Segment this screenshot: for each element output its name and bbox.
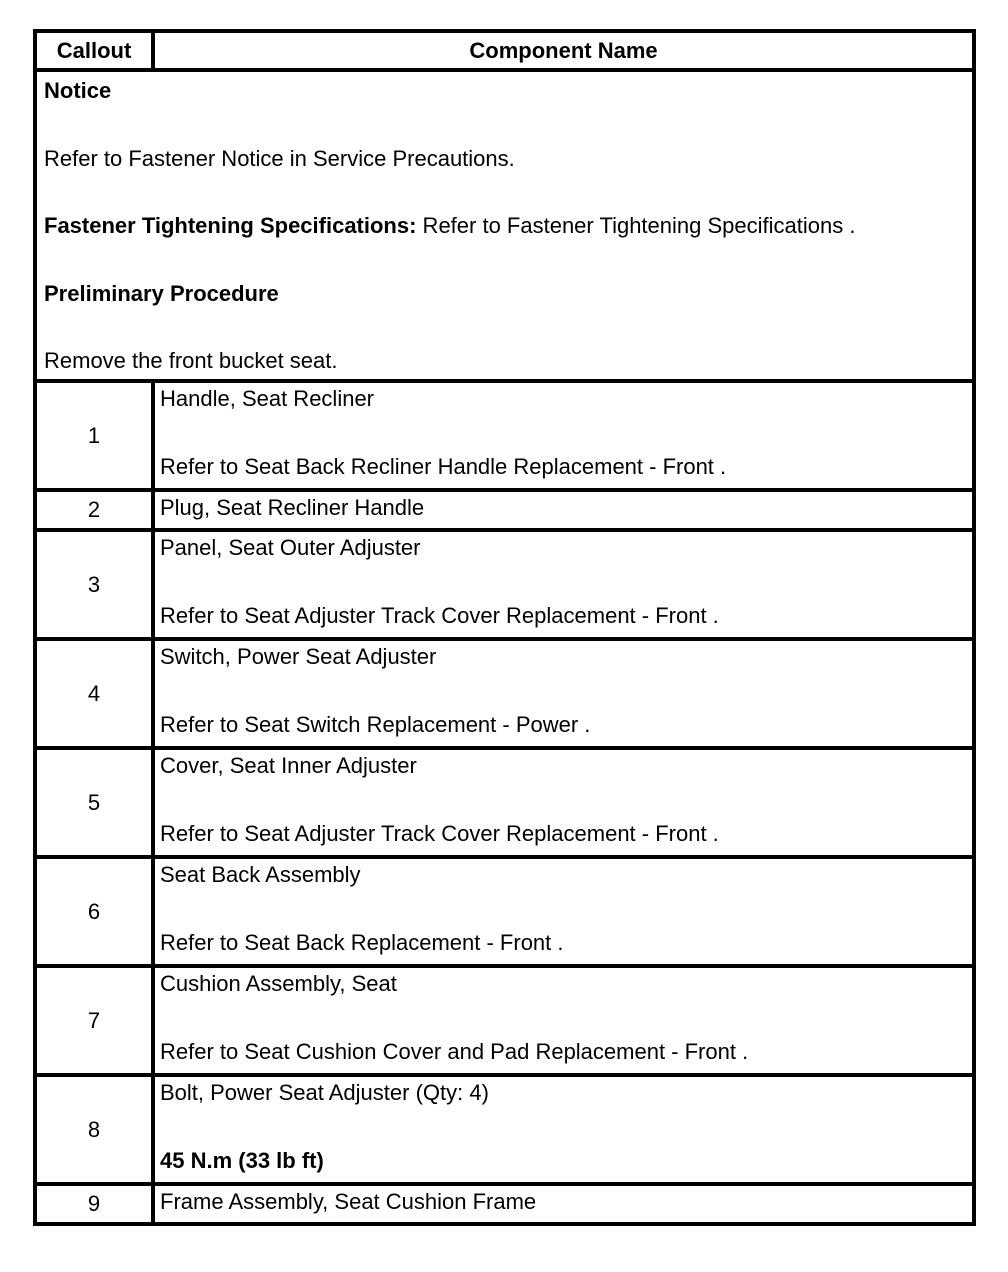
component-cell [153, 639, 974, 748]
prelim-text: Remove the front bucket seat. [44, 348, 338, 373]
component-note: Refer to Seat Back Recliner Handle Replacement - Front . [160, 454, 727, 479]
prelim-title: Preliminary Procedure [44, 280, 279, 306]
component-note: Refer to Seat Adjuster Track Cover Replacement - Front . [160, 821, 719, 846]
component-name: Panel, Seat Outer Adjuster [160, 535, 421, 560]
component-name: Cover, Seat Inner Adjuster [160, 753, 417, 778]
component-cell [153, 490, 974, 530]
component-cell [153, 748, 974, 857]
component-note: Refer to Seat Back Replacement - Front . [160, 930, 564, 955]
notice-row [35, 70, 974, 381]
callout-cell: 3 [35, 530, 153, 639]
table-row [35, 1075, 974, 1184]
table-row [35, 1184, 974, 1224]
notice-cell [35, 70, 974, 381]
component-cell [153, 381, 974, 490]
table-row [35, 857, 974, 966]
component-name: Frame Assembly, Seat Cushion Frame [160, 1189, 537, 1214]
table-row [35, 530, 974, 639]
table-row [35, 966, 974, 1075]
component-cell [153, 1075, 974, 1184]
fastener-notice: Refer to Fastener Notice in Service Precautions. [44, 145, 515, 171]
table-row [35, 639, 974, 748]
component-note: Refer to Seat Cushion Cover and Pad Replacement - Front . [160, 1039, 749, 1064]
callout-cell: 5 [35, 748, 153, 857]
torque-spec: 45 N.m (33 lb ft) [160, 1148, 324, 1173]
header-component-name: Component Name [153, 31, 974, 70]
component-note: Refer to Seat Adjuster Track Cover Replacement - Front . [160, 603, 719, 628]
callout-cell: 1 [35, 381, 153, 490]
callout-cell: 4 [35, 639, 153, 748]
component-name: Bolt, Power Seat Adjuster (Qty: 4) [160, 1080, 489, 1105]
table-row [35, 748, 974, 857]
callout-cell: 8 [35, 1075, 153, 1184]
table-header-row [35, 31, 974, 70]
callout-cell: 6 [35, 857, 153, 966]
component-note: Refer to Seat Switch Replacement - Power . [160, 712, 591, 737]
table-row [35, 381, 974, 490]
component-cell [153, 857, 974, 966]
notice-title: Notice [44, 78, 112, 103]
component-table [33, 29, 976, 1226]
component-name: Seat Back Assembly [160, 862, 361, 887]
spec-line [44, 212, 966, 240]
table-row [35, 490, 974, 530]
component-name: Switch, Power Seat Adjuster [160, 644, 437, 669]
spec-label: Fastener Tightening Specifications: [44, 213, 417, 238]
component-cell [153, 966, 974, 1075]
component-name: Handle, Seat Recliner [160, 386, 375, 411]
component-name: Cushion Assembly, Seat [160, 971, 397, 996]
component-cell [153, 1184, 974, 1224]
callout-cell: 9 [35, 1184, 153, 1224]
component-cell [153, 530, 974, 639]
component-name: Plug, Seat Recliner Handle [160, 495, 425, 520]
spec-text: Refer to Fastener Tightening Specifications . [416, 213, 856, 238]
callout-cell: 2 [35, 490, 153, 530]
callout-cell: 7 [35, 966, 153, 1075]
header-callout: Callout [35, 31, 153, 70]
